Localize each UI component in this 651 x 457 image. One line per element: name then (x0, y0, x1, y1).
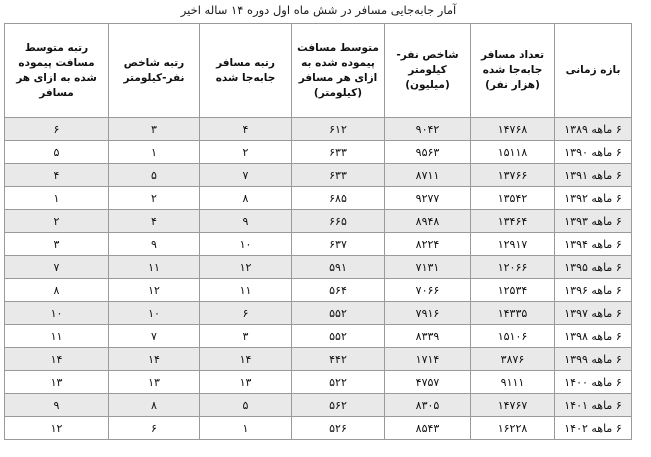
cell-avg-distance: ۵۲۶ (292, 417, 385, 440)
cell-rank-passengers: ۴ (200, 118, 292, 141)
header-rank-passengers: رتبه مسافر جابه‌جا شده (200, 24, 292, 118)
cell-period: ۶ ماهه ۱۳۹۸ (555, 325, 632, 348)
cell-period: ۶ ماهه ۱۴۰۲ (555, 417, 632, 440)
cell-rank-passengers: ۳ (200, 325, 292, 348)
cell-avg-distance: ۵۶۲ (292, 394, 385, 417)
table-row (5, 141, 632, 164)
cell-rank-pkm: ۹ (109, 233, 200, 256)
cell-rank-pkm: ۱۳ (109, 371, 200, 394)
cell-rank-pkm: ۷ (109, 325, 200, 348)
cell-avg-distance: ۶۳۳ (292, 141, 385, 164)
cell-rank-pkm: ۱۰ (109, 302, 200, 325)
cell-rank-passengers: ۱۴ (200, 348, 292, 371)
cell-passengers: ۱۵۱۱۸ (471, 141, 555, 164)
cell-avg-distance: ۵۵۲ (292, 325, 385, 348)
cell-avg-distance: ۶۶۵ (292, 210, 385, 233)
cell-period: ۶ ماهه ۱۳۹۹ (555, 348, 632, 371)
table-row (5, 371, 632, 394)
cell-pkm: ۹۰۴۲ (385, 118, 471, 141)
cell-rank-passengers: ۹ (200, 210, 292, 233)
cell-pkm: ۴۷۵۷ (385, 371, 471, 394)
cell-rank-pkm: ۴ (109, 210, 200, 233)
cell-rank-passengers: ۲ (200, 141, 292, 164)
cell-rank-passengers: ۱۰ (200, 233, 292, 256)
cell-period: ۶ ماهه ۱۳۸۹ (555, 118, 632, 141)
cell-avg-distance: ۶۸۵ (292, 187, 385, 210)
table-row (5, 279, 632, 302)
cell-rank-distance: ۷ (5, 256, 109, 279)
cell-period: ۶ ماهه ۱۴۰۱ (555, 394, 632, 417)
cell-pkm: ۹۲۷۷ (385, 187, 471, 210)
cell-rank-distance: ۲ (5, 210, 109, 233)
table-header (5, 24, 632, 118)
cell-passengers: ۱۲۹۱۷ (471, 233, 555, 256)
cell-passengers: ۱۳۴۶۴ (471, 210, 555, 233)
cell-rank-distance: ۴ (5, 164, 109, 187)
cell-passengers: ۳۸۷۶ (471, 348, 555, 371)
cell-period: ۶ ماهه ۱۳۹۱ (555, 164, 632, 187)
passenger-stats-table (4, 23, 632, 440)
cell-rank-passengers: ۱ (200, 417, 292, 440)
cell-passengers: ۱۳۷۶۶ (471, 164, 555, 187)
cell-rank-pkm: ۱۱ (109, 256, 200, 279)
cell-passengers: ۱۲۵۳۴ (471, 279, 555, 302)
cell-rank-pkm: ۲ (109, 187, 200, 210)
cell-passengers: ۱۴۳۳۵ (471, 302, 555, 325)
cell-rank-pkm: ۶ (109, 417, 200, 440)
cell-pkm: ۸۳۳۹ (385, 325, 471, 348)
header-avg-distance: متوسط مسافت پیموده شده به ازای هر مسافر (کیلومتر) (292, 24, 385, 118)
table-body (5, 118, 632, 440)
cell-period: ۶ ماهه ۱۴۰۰ (555, 371, 632, 394)
cell-rank-pkm: ۵ (109, 164, 200, 187)
cell-pkm: ۷۱۳۱ (385, 256, 471, 279)
cell-rank-distance: ۱۲ (5, 417, 109, 440)
cell-avg-distance: ۵۶۴ (292, 279, 385, 302)
cell-rank-distance: ۶ (5, 118, 109, 141)
cell-passengers: ۱۲۰۶۶ (471, 256, 555, 279)
cell-period: ۶ ماهه ۱۳۹۶ (555, 279, 632, 302)
cell-passengers: ۱۶۲۲۸ (471, 417, 555, 440)
cell-period: ۶ ماهه ۱۳۹۰ (555, 141, 632, 164)
table-row (5, 394, 632, 417)
table-row (5, 187, 632, 210)
cell-rank-pkm: ۳ (109, 118, 200, 141)
cell-passengers: ۹۱۱۱ (471, 371, 555, 394)
cell-rank-distance: ۱۰ (5, 302, 109, 325)
cell-avg-distance: ۴۴۲ (292, 348, 385, 371)
cell-rank-passengers: ۸ (200, 187, 292, 210)
cell-rank-distance: ۱۱ (5, 325, 109, 348)
cell-rank-distance: ۱ (5, 187, 109, 210)
cell-period: ۶ ماهه ۱۳۹۷ (555, 302, 632, 325)
header-row (5, 24, 632, 118)
cell-rank-passengers: ۷ (200, 164, 292, 187)
cell-avg-distance: ۶۳۳ (292, 164, 385, 187)
cell-rank-pkm: ۱۲ (109, 279, 200, 302)
table-row (5, 417, 632, 440)
cell-rank-passengers: ۶ (200, 302, 292, 325)
cell-rank-pkm: ۱ (109, 141, 200, 164)
header-rank-distance: رتبه متوسط مسافت پیموده شده به ازای هر مسافر (5, 24, 109, 118)
table-row (5, 233, 632, 256)
table-row (5, 325, 632, 348)
cell-avg-distance: ۵۹۱ (292, 256, 385, 279)
cell-period: ۶ ماهه ۱۳۹۴ (555, 233, 632, 256)
table-row (5, 118, 632, 141)
cell-rank-distance: ۸ (5, 279, 109, 302)
cell-rank-passengers: ۱۳ (200, 371, 292, 394)
cell-pkm: ۹۵۶۳ (385, 141, 471, 164)
cell-avg-distance: ۵۵۲ (292, 302, 385, 325)
header-period: بازه زمانی (555, 24, 632, 118)
cell-pkm: ۸۵۴۳ (385, 417, 471, 440)
cell-period: ۶ ماهه ۱۳۹۳ (555, 210, 632, 233)
header-passengers: تعداد مسافر جابه‌جا شده (هزار نفر) (471, 24, 555, 118)
cell-rank-passengers: ۱۱ (200, 279, 292, 302)
cell-avg-distance: ۶۱۲ (292, 118, 385, 141)
cell-pkm: ۷۰۶۶ (385, 279, 471, 302)
cell-rank-distance: ۳ (5, 233, 109, 256)
table-row (5, 210, 632, 233)
cell-rank-pkm: ۸ (109, 394, 200, 417)
header-pkm: شاخص نفر-کیلومتر (میلیون) (385, 24, 471, 118)
cell-rank-pkm: ۱۴ (109, 348, 200, 371)
cell-rank-distance: ۹ (5, 394, 109, 417)
cell-avg-distance: ۵۲۲ (292, 371, 385, 394)
table-row (5, 302, 632, 325)
table-caption: آمار جابه‌جایی مسافر در شش ماه اول دوره ۱۴ ساله اخیر (180, 3, 457, 17)
cell-pkm: ۱۷۱۴ (385, 348, 471, 371)
cell-passengers: ۱۵۱۰۶ (471, 325, 555, 348)
cell-passengers: ۱۴۷۶۸ (471, 118, 555, 141)
cell-rank-passengers: ۱۲ (200, 256, 292, 279)
header-rank-pkm: رتبه شاخص نفر-کیلومتر (109, 24, 200, 118)
cell-pkm: ۸۳۰۵ (385, 394, 471, 417)
cell-rank-distance: ۱۴ (5, 348, 109, 371)
cell-pkm: ۸۹۴۸ (385, 210, 471, 233)
cell-pkm: ۸۷۱۱ (385, 164, 471, 187)
cell-rank-passengers: ۵ (200, 394, 292, 417)
cell-pkm: ۷۹۱۶ (385, 302, 471, 325)
cell-period: ۶ ماهه ۱۳۹۵ (555, 256, 632, 279)
cell-period: ۶ ماهه ۱۳۹۲ (555, 187, 632, 210)
cell-passengers: ۱۳۵۴۲ (471, 187, 555, 210)
cell-pkm: ۸۲۲۴ (385, 233, 471, 256)
cell-passengers: ۱۴۷۶۷ (471, 394, 555, 417)
cell-rank-distance: ۵ (5, 141, 109, 164)
table-row (5, 256, 632, 279)
cell-avg-distance: ۶۳۷ (292, 233, 385, 256)
cell-rank-distance: ۱۳ (5, 371, 109, 394)
table-row (5, 164, 632, 187)
table-row (5, 348, 632, 371)
